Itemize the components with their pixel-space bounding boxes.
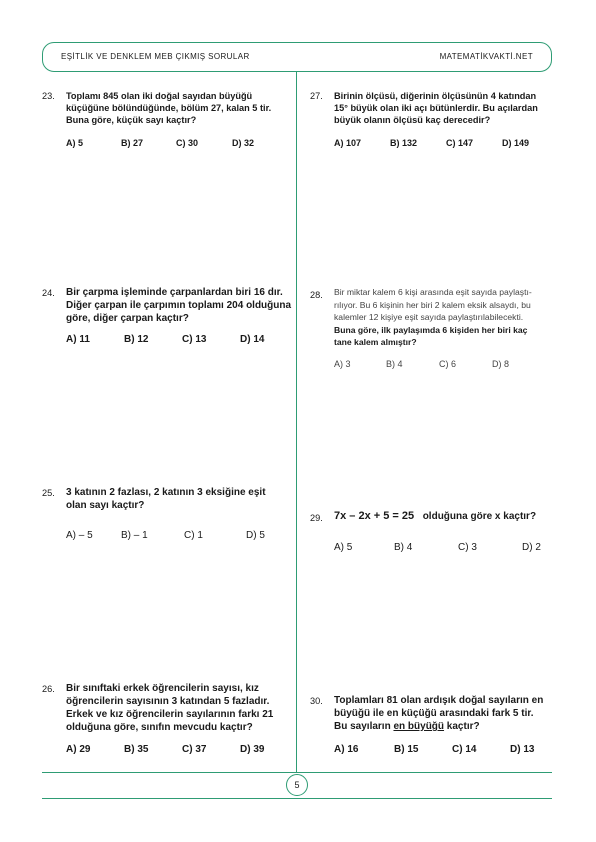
- option-a[interactable]: A) 5: [66, 138, 84, 148]
- question-number: 26.: [42, 684, 55, 694]
- page-number: 5: [286, 774, 308, 796]
- equation: 7x – 2x + 5 = 25: [334, 510, 415, 522]
- footer-line-bottom: [42, 798, 552, 799]
- question-text: [334, 510, 564, 523]
- question-26: [42, 682, 292, 762]
- option-b[interactable]: B) 4: [386, 359, 403, 369]
- question-text: [334, 90, 558, 126]
- question-text: [334, 694, 564, 733]
- option-b[interactable]: B) 15: [394, 744, 419, 755]
- text-line: Bir çarpma işleminde çarpanlardan biri 16 dır.: [66, 287, 283, 298]
- text-line: Bir sınıftaki erkek öğrencilerin sayısı, kız: [66, 683, 259, 694]
- text-line: öğrencilerin sayısının 3 katından 5 fazladır.: [66, 696, 270, 707]
- text-line: Birinin ölçüsü, diğerinin ölçüsünün 4 katından: [334, 91, 537, 101]
- option-d[interactable]: D) 149: [502, 138, 530, 148]
- text-line: Toplamları 81 olan ardışık doğal sayıların en: [334, 695, 544, 706]
- option-b[interactable]: B) – 1: [121, 530, 148, 541]
- option-d[interactable]: D) 32: [232, 138, 255, 148]
- text-line: Toplamı 845 olan iki doğal sayıdan büyüğü: [66, 91, 253, 101]
- option-b[interactable]: B) 4: [394, 542, 413, 553]
- question-30: [310, 694, 555, 764]
- option-d[interactable]: D) 14: [240, 334, 265, 345]
- question-28: [310, 286, 555, 376]
- text-line: Buna göre, küçük sayı kaçtır?: [66, 115, 197, 125]
- question-text: [66, 286, 298, 325]
- question-number: 29.: [310, 513, 323, 523]
- option-a[interactable]: A) 5: [334, 542, 353, 553]
- text-part: kaçtır?: [444, 721, 480, 732]
- option-b[interactable]: B) 27: [121, 138, 144, 148]
- text-line: 3 katının 2 fazlası, 2 katının 3 eksiğine eşit: [66, 487, 266, 498]
- option-d[interactable]: D) 39: [240, 744, 265, 755]
- question-number: 28.: [310, 290, 323, 300]
- option-c[interactable]: C) 147: [446, 138, 474, 148]
- question-25: [42, 486, 292, 546]
- text-line: büyük olanın ölçüsü kaç derecedir?: [334, 115, 491, 125]
- option-a[interactable]: A) 29: [66, 744, 91, 755]
- column-divider: [296, 72, 297, 772]
- option-a[interactable]: A) 107: [334, 138, 362, 148]
- option-a[interactable]: A) 11: [66, 334, 90, 345]
- text-line: Diğer çarpan ile çarpımın toplamı 204 olduğuna: [66, 300, 292, 311]
- question-number: 27.: [310, 91, 323, 101]
- option-c[interactable]: C) 3: [458, 542, 477, 553]
- header-site: MATEMATİKVAKTİ.NET: [439, 52, 533, 61]
- option-b[interactable]: B) 12: [124, 334, 149, 345]
- question-text: [66, 486, 298, 512]
- option-b[interactable]: B) 132: [390, 138, 418, 148]
- option-d[interactable]: D) 13: [510, 744, 535, 755]
- question-text: [66, 90, 298, 126]
- question-29: [310, 510, 555, 560]
- question-number: 23.: [42, 91, 55, 101]
- option-b[interactable]: B) 35: [124, 744, 149, 755]
- question-24: [42, 286, 292, 356]
- text-line: olduğuna göre, sınıfın mevcudu kaçtır?: [66, 722, 253, 733]
- question-number: 24.: [42, 288, 55, 298]
- question-text: [66, 682, 298, 734]
- question-27: [310, 90, 555, 160]
- page-header: [42, 42, 552, 72]
- header-title: EŞİTLİK VE DENKLEM MEB ÇIKMIŞ SORULAR: [61, 52, 250, 61]
- text-line: kalemler 12 kişiye eşit sayıda paylaştırılabilecekti.: [334, 312, 524, 322]
- option-a[interactable]: A) 16: [334, 744, 359, 755]
- option-c[interactable]: C) 1: [184, 530, 203, 541]
- text-line: Erkek ve kız öğrencilerin sayılarının farkı 21: [66, 709, 274, 720]
- question-tail: olduğuna göre x kaçtır?: [422, 511, 537, 522]
- text-line: Bir miktar kalem 6 kişi arasında eşit sayıda paylaştı-: [334, 287, 532, 297]
- text-line: Buna göre, ilk paylaşımda 6 kişiden her biri kaç: [334, 324, 528, 335]
- text-line: [334, 720, 564, 733]
- option-c[interactable]: C) 30: [176, 138, 199, 148]
- option-a[interactable]: A) – 5: [66, 530, 93, 541]
- option-c[interactable]: C) 13: [182, 334, 207, 345]
- option-c[interactable]: C) 6: [439, 359, 457, 369]
- text-line: olan sayı kaçtır?: [66, 500, 145, 511]
- option-a[interactable]: A) 3: [334, 359, 351, 369]
- option-d[interactable]: D) 2: [522, 542, 541, 553]
- text-line: 15° büyük olan iki açı bütünlerdir. Bu açılardan: [334, 103, 538, 113]
- question-text: [334, 286, 560, 349]
- underlined-text: en büyüğü: [393, 721, 445, 732]
- option-c[interactable]: C) 37: [182, 744, 207, 755]
- text-line: tane kalem almıştır?: [334, 337, 417, 347]
- question-23: [42, 90, 292, 160]
- text-line: büyüğü ile en küçüğü arasındaki fark 5 tir.: [334, 708, 534, 719]
- text-line: küçüğüne bölündüğünde, bölüm 27, kalan 5 tir.: [66, 103, 272, 113]
- option-d[interactable]: D) 8: [492, 359, 510, 369]
- text-part: Bu sayıların: [334, 721, 394, 732]
- question-number: 30.: [310, 696, 323, 706]
- option-d[interactable]: D) 5: [246, 530, 265, 541]
- text-line: rılıyor. Bu 6 kişinin her biri 2 kalem eksik alsaydı, bu: [334, 299, 531, 310]
- footer-line-top: [42, 772, 552, 773]
- question-number: 25.: [42, 488, 55, 498]
- text-line: göre, diğer çarpan kaçtır?: [66, 313, 189, 324]
- option-c[interactable]: C) 14: [452, 744, 477, 755]
